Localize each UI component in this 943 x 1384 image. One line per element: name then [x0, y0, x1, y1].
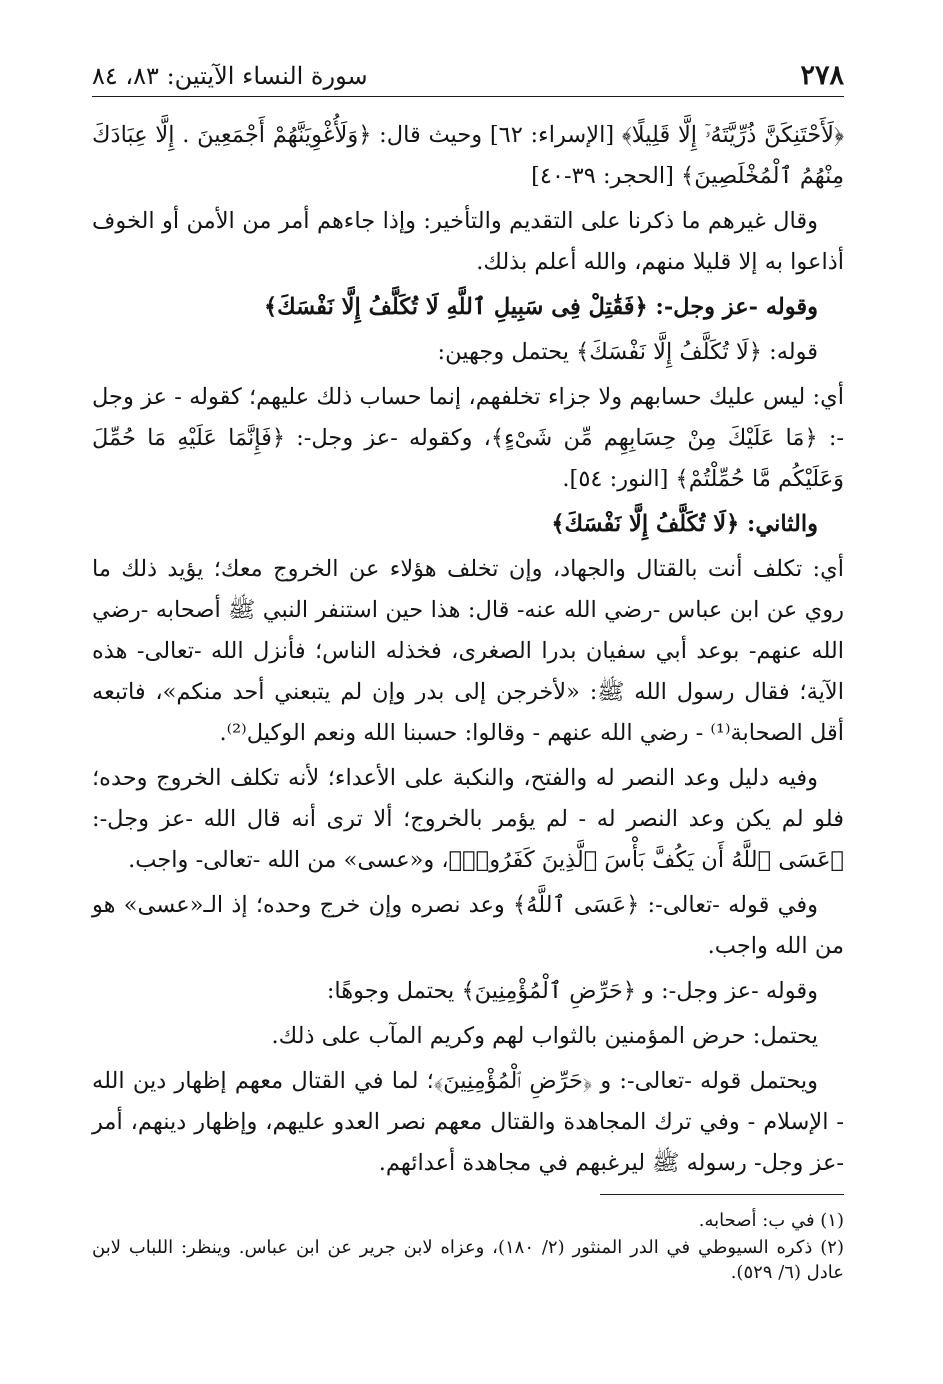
- paragraph-two-meanings: قوله: ﴿لَا تُكَلَّفُ إِلَّا نَفْسَكَ﴾ يحتمل وجهين:: [437, 339, 818, 365]
- footnote-1: (١) في ب: أصحابه.: [698, 1210, 844, 1231]
- paragraph-verse-quote: وقوله -عز وجل-: ﴿فَقَٰتِلْ فِى سَبِيلِ ٱللَّهِ لَا تُكَلَّفُ إِلَّا نَفْسَكَ﴾: [263, 294, 818, 320]
- footnotes: [92, 1208, 844, 1287]
- paragraph-first-meaning: أي: ليس عليك حسابهم ولا جزاء تخلفهم، إنما حساب ذلك عليهم؛ كقوله - عز وجل -: ﴿مَا عَلَيْكَ مِنْ حِسَابِهِم مِّن شَىْءٍ﴾، وكقوله -عز وجل-: ﴿فَإِنَّمَا عَلَيْهِ مَا حُمِّلَ وَعَلَيْكُم مَّا حُمِّلْتُمْ﴾ [النور: ٥٤].: [92, 384, 844, 492]
- book-page: [92, 56, 844, 1283]
- footnote-2: (٢) ذكره السيوطي في الدر المنثور (٢/ ١٨٠)، وعزاه لابن جرير عن ابن عباس. وينظر: اللباب لابن عادل (٦/ ٥٢٩).: [92, 1237, 844, 1283]
- paragraph-asa-allah: وفي قوله -تعالى-: ﴿عَسَى ٱللَّهُ﴾ وعد نصره وإن خرج وحده؛ إذ الـ«عسى» هو من الله واجب.: [92, 892, 844, 959]
- paragraph-incite-believers: وقوله -عز وجل-: و ﴿حَرِّضِ ٱلْمُؤْمِنِينَ﴾ يحتمل وجوهًا:: [326, 978, 818, 1004]
- paragraph-other-opinion: وقال غيرهم ما ذكرنا على التقديم والتأخير: وإذا جاءهم أمر من الأمن أو الخوف أذاعوا به إلا قليلا منهم، والله أعلم بذلك.: [92, 208, 844, 275]
- page-number: ٢٧٨: [800, 60, 844, 91]
- paragraph-second-possibility: ويحتمل قوله -تعالى-: و ﴿حَرِّضِ ٱلْمُؤْمِنِينَ﴾؛ لما في القتال معهم إظهار دين الله - الإسلام - وفي ترك المجاهدة والقتال معهم نصر العدو عليهم، وإظهار دينهم، أمر -عز وجل- رسوله ﷺ ليرغبهم في مجاهدة أعدائهم.: [92, 1068, 844, 1176]
- paragraph-second-meaning: والثاني: ﴿لَا تُكَلَّفُ إِلَّا نَفْسَكَ﴾: [551, 511, 818, 537]
- main-text: [92, 115, 844, 1184]
- paragraph-ibn-abbas-narration: أي: تكلف أنت بالقتال والجهاد، وإن تخلف هؤلاء عن الخروج معك؛ يؤيد ذلك ما روي عن ابن عباس -رضي الله عنه- قال: هذا حين استنفر النبي ﷺ أصحابه -رضي الله عنهم- بوعد أبي سفيان بدرا الصغرى، فخذله الناس؛ فأنزل الله -تعالى- هذه الآية؛ فقال رسول الله ﷺ: «لأخرجن إلى بدر وإن لم يتبعني أحد منكم»، فاتبعه أقل الصحابة⁽¹⁾ - رضي الله عنهم - وقالوا: حسبنا الله ونعم الوكيل⁽²⁾.: [92, 556, 844, 746]
- running-title: سورة النساء الآيتين: ٨٣، ٨٤: [92, 62, 368, 90]
- page-header: [92, 56, 844, 97]
- paragraph-reward-meaning: يحتمل: حرض المؤمنين بالثواب لهم وكريم المآب على ذلك.: [271, 1023, 818, 1049]
- paragraph-quran-citations: ﴿لَأَحْتَنِكَنَّ ذُرِّيَّتَهُۥٓ إِلَّا قَلِيلًا﴾ [الإسراء: ٦٢] وحيث قال: ﴿وَلَأُغْوِيَنَّهُمْ أَجْمَعِينَ . إِلَّا عِبَادَكَ مِنْهُمُ ٱلْمُخْلَصِينَ﴾ [الحجر: ٣٩-٤٠]: [92, 122, 844, 189]
- paragraph-promise-of-victory: وفيه دليل وعد النصر له والفتح، والنكبة على الأعداء؛ لأنه تكلف الخروج وحده؛ فلو لم يكن وعد النصر له - لم يؤمر بالخروج؛ ألا ترى أنه قال الله -عز وجل-: ﴿عَسَى ٱللَّهُ أَن يَكُفَّ بَأْسَ ٱلَّذِينَ كَفَرُوا۟﴾، و«عسى» من الله -تعالى- واجب.: [92, 765, 844, 873]
- footnote-divider: [600, 1194, 844, 1195]
